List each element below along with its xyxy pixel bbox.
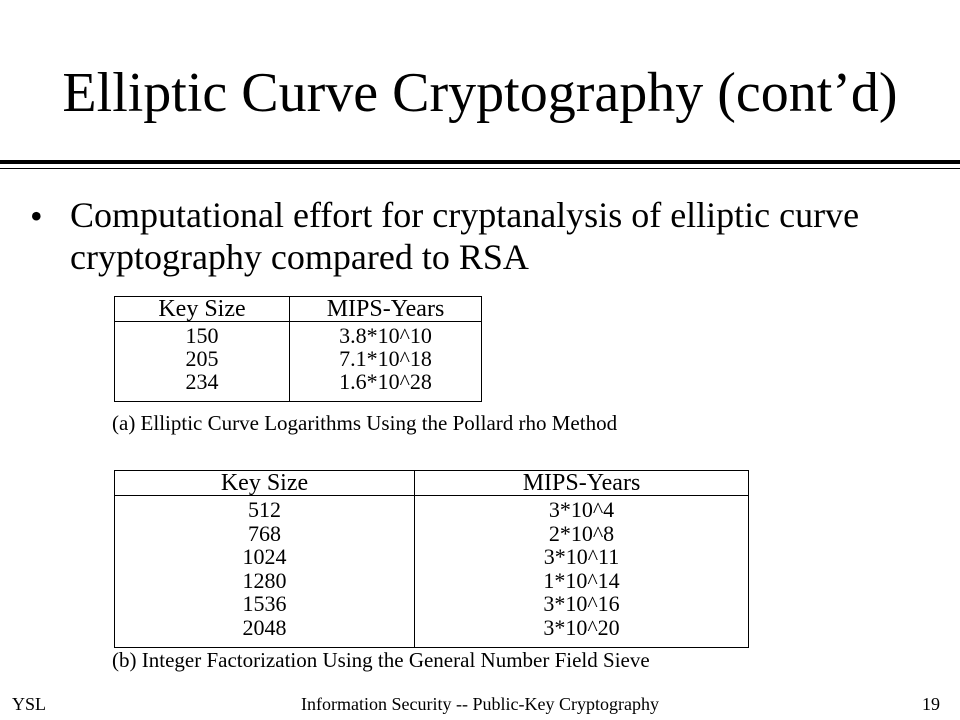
table-header-row — [115, 297, 482, 322]
table-row — [115, 322, 482, 348]
column-header-key-size: Key Size — [115, 471, 415, 496]
mips-years-cell: 2*10^8 — [415, 522, 749, 546]
title-divider-thick — [0, 160, 960, 164]
key-size-cell: 1024 — [242, 544, 287, 569]
table-row — [115, 569, 749, 593]
bullet-marker: • — [30, 196, 43, 236]
key-size-cell: 1280 — [242, 567, 287, 593]
table-row — [115, 370, 482, 402]
footer-author: YSL — [12, 694, 47, 714]
mips-years-cell: 1*10^14 — [415, 569, 749, 593]
mips-years-cell: 3*10^16 — [415, 592, 749, 616]
table-row — [115, 522, 749, 546]
mips-years-cell: 3*10^20 — [415, 616, 749, 648]
table-a-caption: (a) Elliptic Curve Logarithms Using the Pollard rho Method — [112, 411, 618, 435]
column-header-key-size: Key Size — [115, 297, 290, 322]
column-header-mips-years: MIPS-Years — [290, 297, 482, 322]
title-divider-thin — [0, 168, 960, 169]
key-size-cell: 234 — [185, 369, 219, 394]
key-size-cell: 150 — [185, 323, 219, 348]
footer-page-number: 19 — [922, 694, 940, 714]
footer-course-title: Information Security -- Public-Key Cryptography — [301, 694, 659, 714]
ecc-effort-table — [114, 296, 482, 402]
table-row — [115, 616, 749, 648]
table-row — [115, 347, 482, 370]
mips-years-cell: 3*10^11 — [415, 545, 749, 569]
table-row — [115, 545, 749, 569]
mips-years-cell: 1.6*10^28 — [290, 370, 482, 402]
mips-years-cell: 3*10^4 — [415, 496, 749, 522]
bullet-text: Computational effort for cryptanalysis of elliptic curve cryptography compared to RSA — [70, 195, 860, 277]
key-size-cell: 1536 — [242, 591, 287, 616]
mips-years-cell: 3.8*10^10 — [290, 322, 482, 348]
column-header-mips-years: MIPS-Years — [415, 471, 749, 496]
rsa-effort-table — [114, 470, 749, 648]
slide-title: Elliptic Curve Cryptography (cont’d) — [62, 62, 898, 124]
table-row — [115, 592, 749, 616]
table-row — [115, 496, 749, 522]
key-size-cell: 2048 — [242, 614, 287, 640]
key-size-cell: 205 — [185, 346, 219, 371]
key-size-cell: 512 — [248, 497, 281, 522]
table-header-row — [115, 471, 749, 496]
table-b-caption: (b) Integer Factorization Using the General Number Field Sieve — [112, 648, 650, 672]
key-size-cell: 768 — [248, 520, 281, 546]
mips-years-cell: 7.1*10^18 — [290, 347, 482, 370]
